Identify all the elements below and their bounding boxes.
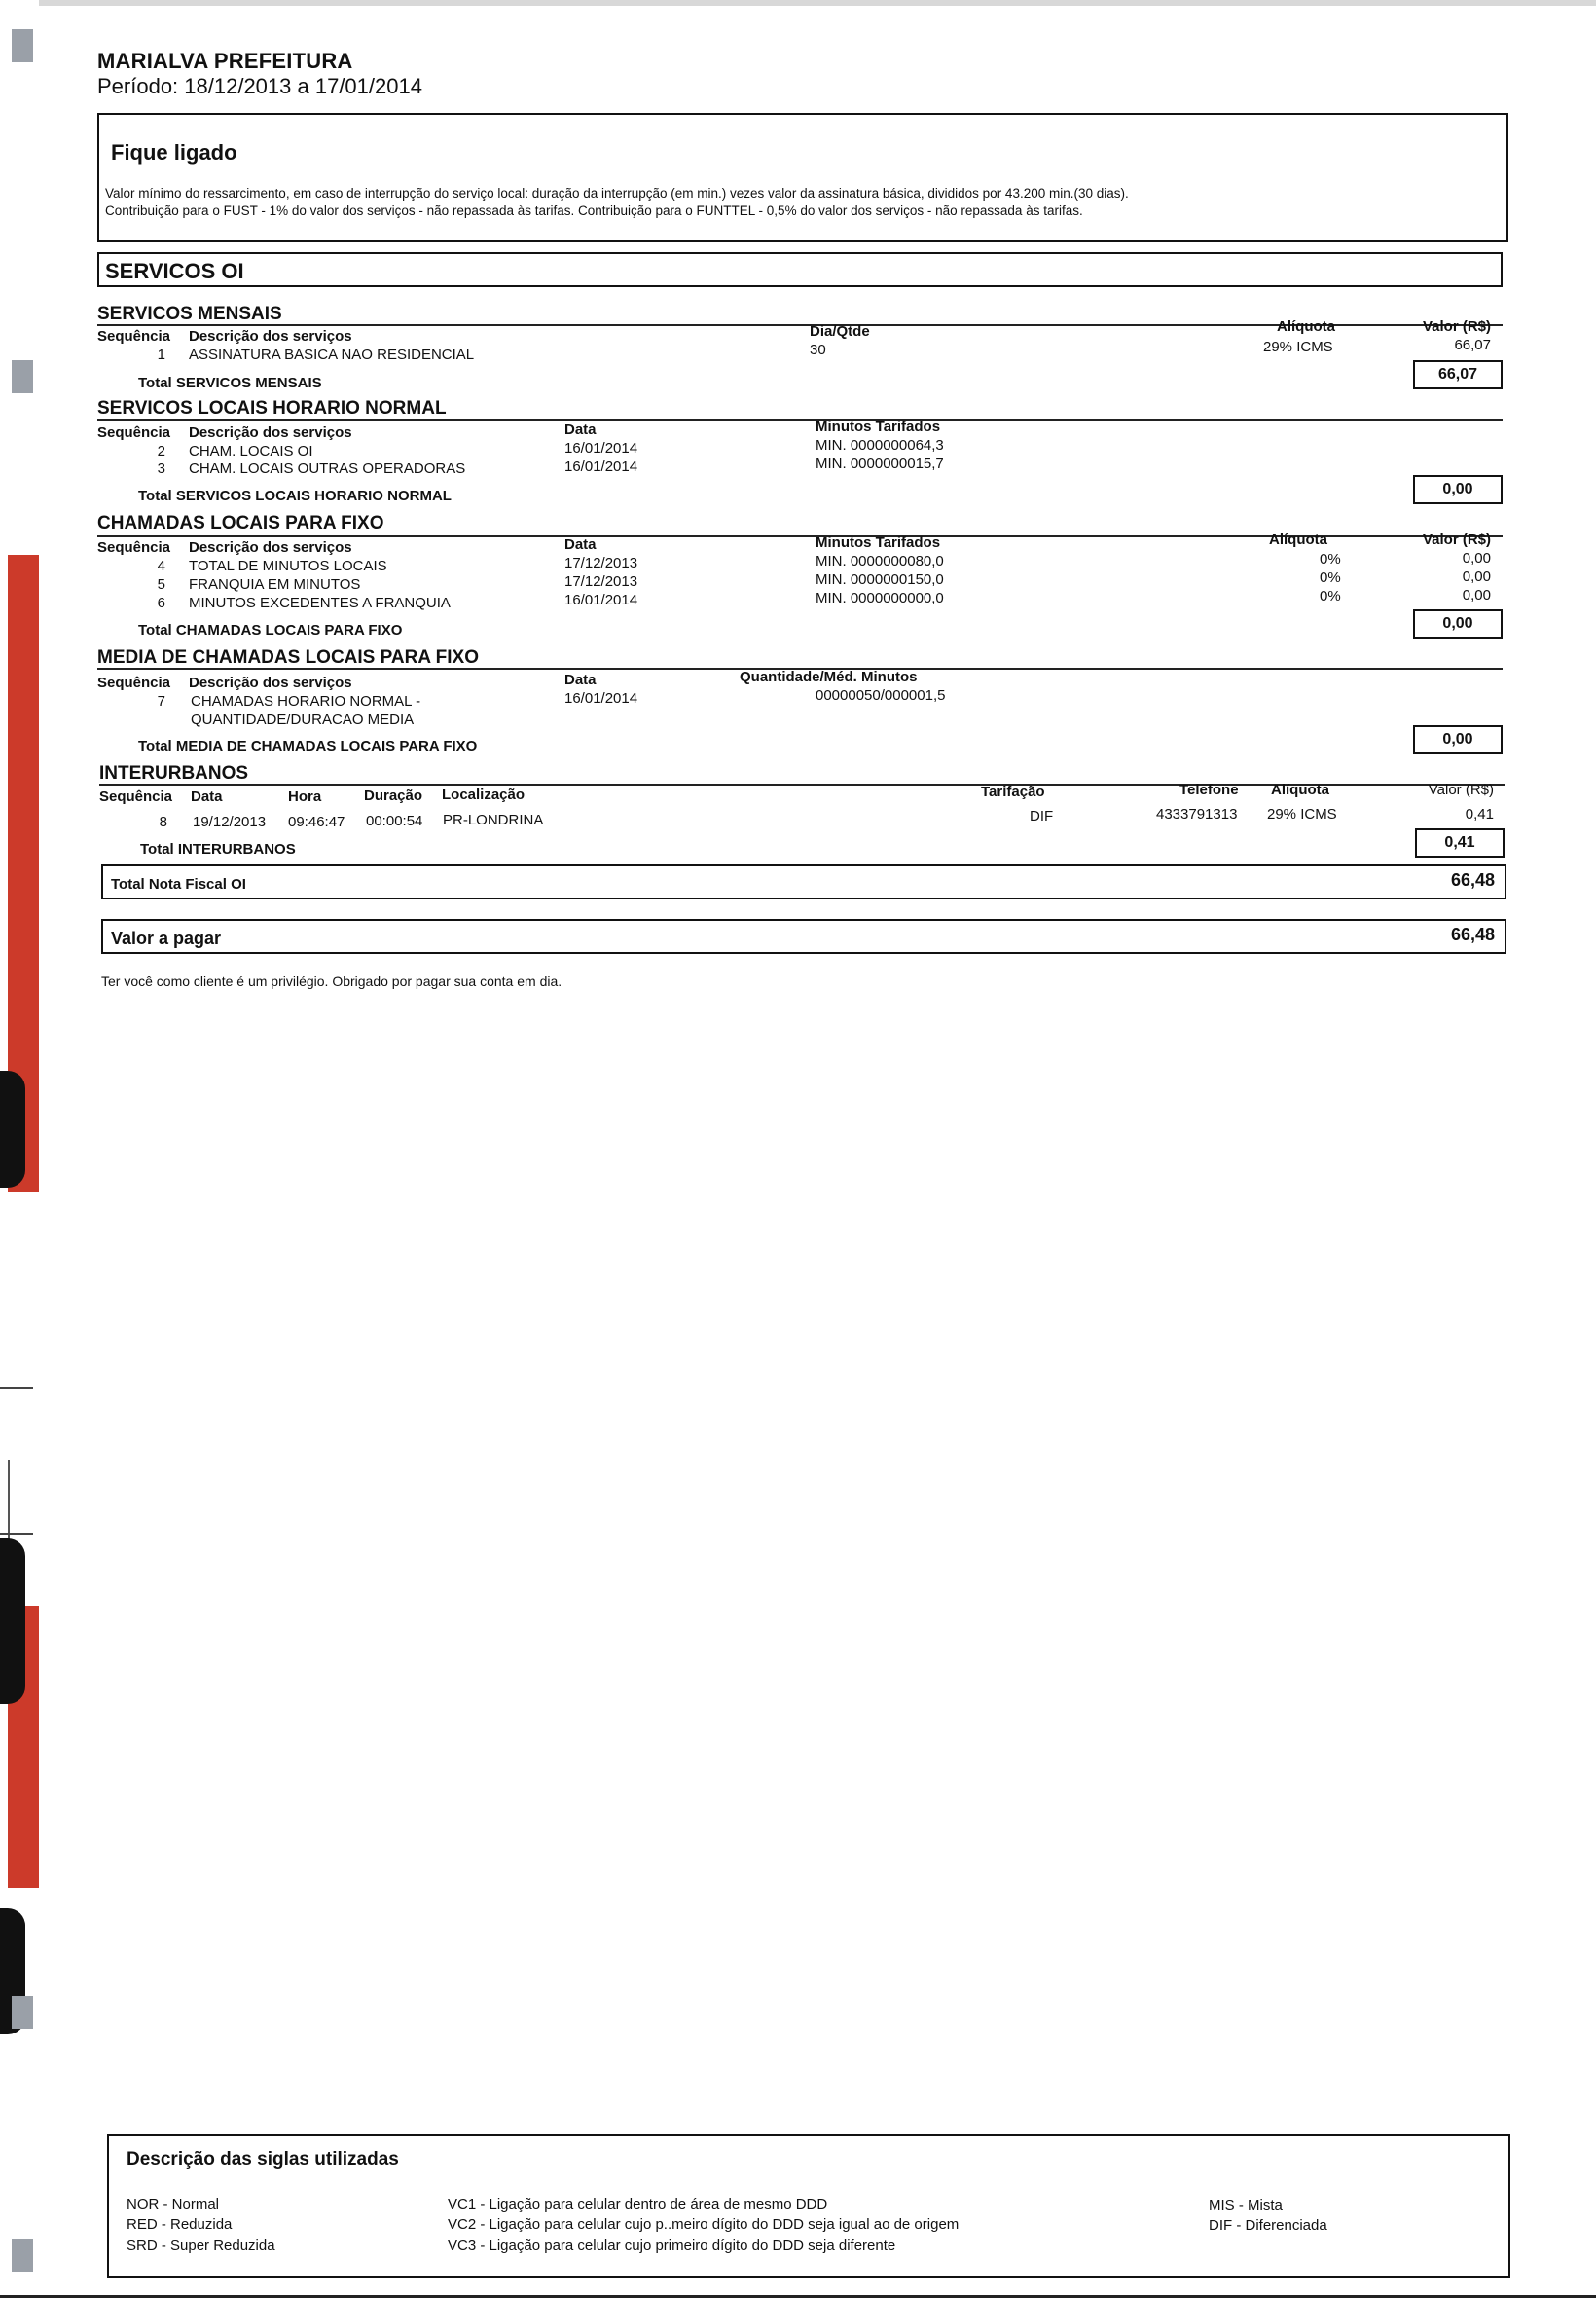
legend-item: RED - Reduzida: [127, 2216, 233, 2233]
col-header: Telefone: [1179, 782, 1239, 798]
row-duration: 00:00:54: [366, 813, 423, 829]
info-box-title: Fique ligado: [111, 140, 237, 165]
col-header: Valor (R$): [1422, 318, 1491, 335]
col-header: Data: [564, 536, 597, 553]
row-date: 16/01/2014: [564, 440, 638, 457]
legend-item: NOR - Normal: [127, 2196, 220, 2213]
col-header: Descrição dos serviços: [189, 539, 352, 556]
row-quantity: 00000050/000001,5: [816, 687, 946, 704]
section-title: INTERURBANOS: [99, 763, 249, 784]
col-header: Minutos Tarifados: [816, 534, 941, 551]
col-header: Descrição dos serviços: [189, 328, 352, 345]
row-seq: 3: [157, 460, 165, 477]
row-location: PR-LONDRINA: [443, 812, 544, 828]
row-date: 17/12/2013: [564, 555, 638, 571]
scan-mark: [12, 1996, 33, 2029]
row-seq: 5: [157, 576, 165, 593]
row-date: 19/12/2013: [193, 814, 267, 830]
row-minutes: MIN. 0000000015,7: [816, 456, 944, 472]
col-header: Alíquota: [1277, 318, 1335, 335]
col-header: Sequência: [97, 675, 171, 691]
col-header: Data: [564, 421, 597, 438]
row-tariff: DIF: [1030, 808, 1054, 824]
amount-due-box: [101, 919, 1506, 954]
legend-item: DIF - Diferenciada: [1209, 2217, 1327, 2234]
row-aliquota: 0%: [1320, 569, 1341, 586]
section-total-value: 0,00: [1413, 609, 1503, 639]
section-total-label: Total CHAMADAS LOCAIS PARA FIXO: [138, 622, 403, 639]
col-header: Sequência: [97, 424, 171, 441]
row-value: 0,41: [1465, 806, 1494, 823]
row-desc-continued: QUANTIDADE/DURACAO MEDIA: [191, 712, 415, 728]
section-total-value: 66,07: [1413, 360, 1503, 389]
row-seq: 6: [157, 595, 165, 611]
row-desc: CHAMADAS HORARIO NORMAL -: [191, 693, 421, 710]
col-header: Duração: [364, 788, 423, 804]
section-title: MEDIA DE CHAMADAS LOCAIS PARA FIXO: [97, 647, 479, 668]
section-total-value: 0,41: [1415, 828, 1505, 858]
info-text-line: Valor mínimo do ressarcimento, em caso de interrupção do serviço local: duração da interrupção (em min.) vezes valor da assinatura básica, divididos por 43.200 min.(30 dias).: [105, 186, 1129, 201]
legend-item: VC2 - Ligação para celular cujo p..meiro dígito do DDD seja igual ao de origem: [448, 2216, 960, 2233]
row-minutes: MIN. 0000000000,0: [816, 590, 944, 606]
row-date: 17/12/2013: [564, 573, 638, 590]
col-header: Alíquota: [1271, 782, 1329, 798]
section-divider: [97, 419, 1503, 421]
row-phone: 4333791313: [1156, 806, 1238, 823]
section-title: SERVICOS LOCAIS HORARIO NORMAL: [97, 398, 447, 419]
col-header: Valor (R$): [1422, 531, 1491, 548]
amount-due-value: 66,48: [1450, 925, 1495, 944]
row-seq: 8: [159, 814, 167, 830]
row-aliquota: 29% ICMS: [1263, 339, 1333, 355]
row-date: 16/01/2014: [564, 592, 638, 608]
services-header-box: [97, 252, 1503, 287]
row-minutes: MIN. 0000000150,0: [816, 571, 944, 588]
legend-box: [107, 2134, 1510, 2278]
col-header: Sequência: [97, 539, 171, 556]
col-header: Localização: [442, 787, 526, 803]
row-date: 16/01/2014: [564, 690, 638, 707]
row-desc: CHAM. LOCAIS OI: [189, 443, 313, 459]
scan-mark: [12, 2239, 33, 2272]
col-header: Data: [191, 788, 223, 805]
thank-you-message: Ter você como cliente é um privilégio. Obrigado por pagar sua conta em dia.: [101, 973, 562, 989]
scan-line: [0, 1533, 33, 1535]
row-seq: 7: [157, 693, 165, 710]
row-desc: TOTAL DE MINUTOS LOCAIS: [189, 558, 387, 574]
services-header-title: SERVICOS OI: [105, 259, 244, 283]
col-header: Hora: [288, 788, 322, 805]
legend-title: Descrição das siglas utilizadas: [127, 2149, 399, 2170]
col-header: Descrição dos serviços: [189, 424, 352, 441]
section-title: SERVICOS MENSAIS: [97, 304, 282, 324]
invoice-total-value: 66,48: [1450, 870, 1495, 890]
row-value: 0,00: [1462, 587, 1491, 604]
col-header: Minutos Tarifados: [816, 419, 941, 435]
row-desc: FRANQUIA EM MINUTOS: [189, 576, 361, 593]
row-desc: CHAM. LOCAIS OUTRAS OPERADORAS: [189, 460, 466, 477]
row-minutes: MIN. 0000000080,0: [816, 553, 944, 569]
section-total-label: Total SERVICOS LOCAIS HORARIO NORMAL: [138, 488, 452, 504]
scan-bottom-edge: [0, 2295, 1596, 2298]
invoice-total-box: [101, 864, 1506, 899]
scan-black-tear: [0, 1071, 25, 1188]
col-header: Descrição dos serviços: [189, 675, 352, 691]
row-value: 0,00: [1462, 550, 1491, 567]
col-header: Data: [564, 672, 597, 688]
row-aliquota: 0%: [1320, 551, 1341, 568]
row-seq: 2: [157, 443, 165, 459]
section-total-label: Total MEDIA DE CHAMADAS LOCAIS PARA FIXO: [138, 738, 478, 754]
row-aliquota: 29% ICMS: [1267, 806, 1337, 823]
col-header: Dia/Qtde: [810, 323, 870, 340]
legend-item: SRD - Super Reduzida: [127, 2237, 275, 2253]
row-aliquota: 0%: [1320, 588, 1341, 604]
section-total-value: 0,00: [1413, 725, 1503, 754]
section-total-label: Total INTERURBANOS: [140, 841, 296, 858]
info-text-line: Contribuição para o FUST - 1% do valor dos serviços - não repassada às tarifas. Contribuição para o FUNTTEL - 0,5% do valor dos serviços - não repassada às tarifas.: [105, 203, 1083, 218]
amount-due-label: Valor a pagar: [111, 929, 222, 948]
legend-item: VC1 - Ligação para celular dentro de área de mesmo DDD: [448, 2196, 828, 2213]
row-seq: 1: [157, 347, 165, 363]
scan-mark: [12, 29, 33, 62]
col-header: Sequência: [97, 328, 171, 345]
row-qty: 30: [810, 342, 826, 358]
row-time: 09:46:47: [288, 814, 345, 830]
invoice-total-label: Total Nota Fiscal OI: [111, 876, 246, 893]
row-minutes: MIN. 0000000064,3: [816, 437, 944, 454]
col-header: Alíquota: [1269, 531, 1327, 548]
row-desc: ASSINATURA BASICA NAO RESIDENCIAL: [189, 347, 475, 363]
scan-top-edge: [39, 0, 1596, 6]
col-header: Tarifação: [981, 784, 1045, 800]
scan-mark: [12, 360, 33, 393]
section-total-value: 0,00: [1413, 475, 1503, 504]
legend-item: VC3 - Ligação para celular cujo primeiro dígito do DDD seja diferente: [448, 2237, 896, 2253]
scan-line: [0, 1387, 33, 1389]
scan-black-tear: [0, 1538, 25, 1704]
col-header: Quantidade/Méd. Minutos: [740, 669, 918, 685]
billing-period: Período: 18/12/2013 a 17/01/2014: [97, 74, 422, 98]
col-header: Valor (R$): [1428, 782, 1494, 798]
row-value: 0,00: [1462, 568, 1491, 585]
row-value: 66,07: [1454, 337, 1491, 353]
company-name: MARIALVA PREFEITURA: [97, 49, 353, 73]
col-header: Sequência: [99, 788, 173, 805]
info-box: [97, 113, 1508, 242]
row-desc: MINUTOS EXCEDENTES A FRANQUIA: [189, 595, 451, 611]
legend-item: MIS - Mista: [1209, 2197, 1283, 2214]
section-total-label: Total SERVICOS MENSAIS: [138, 375, 322, 391]
section-title: CHAMADAS LOCAIS PARA FIXO: [97, 513, 384, 533]
row-seq: 4: [157, 558, 165, 574]
row-date: 16/01/2014: [564, 458, 638, 475]
